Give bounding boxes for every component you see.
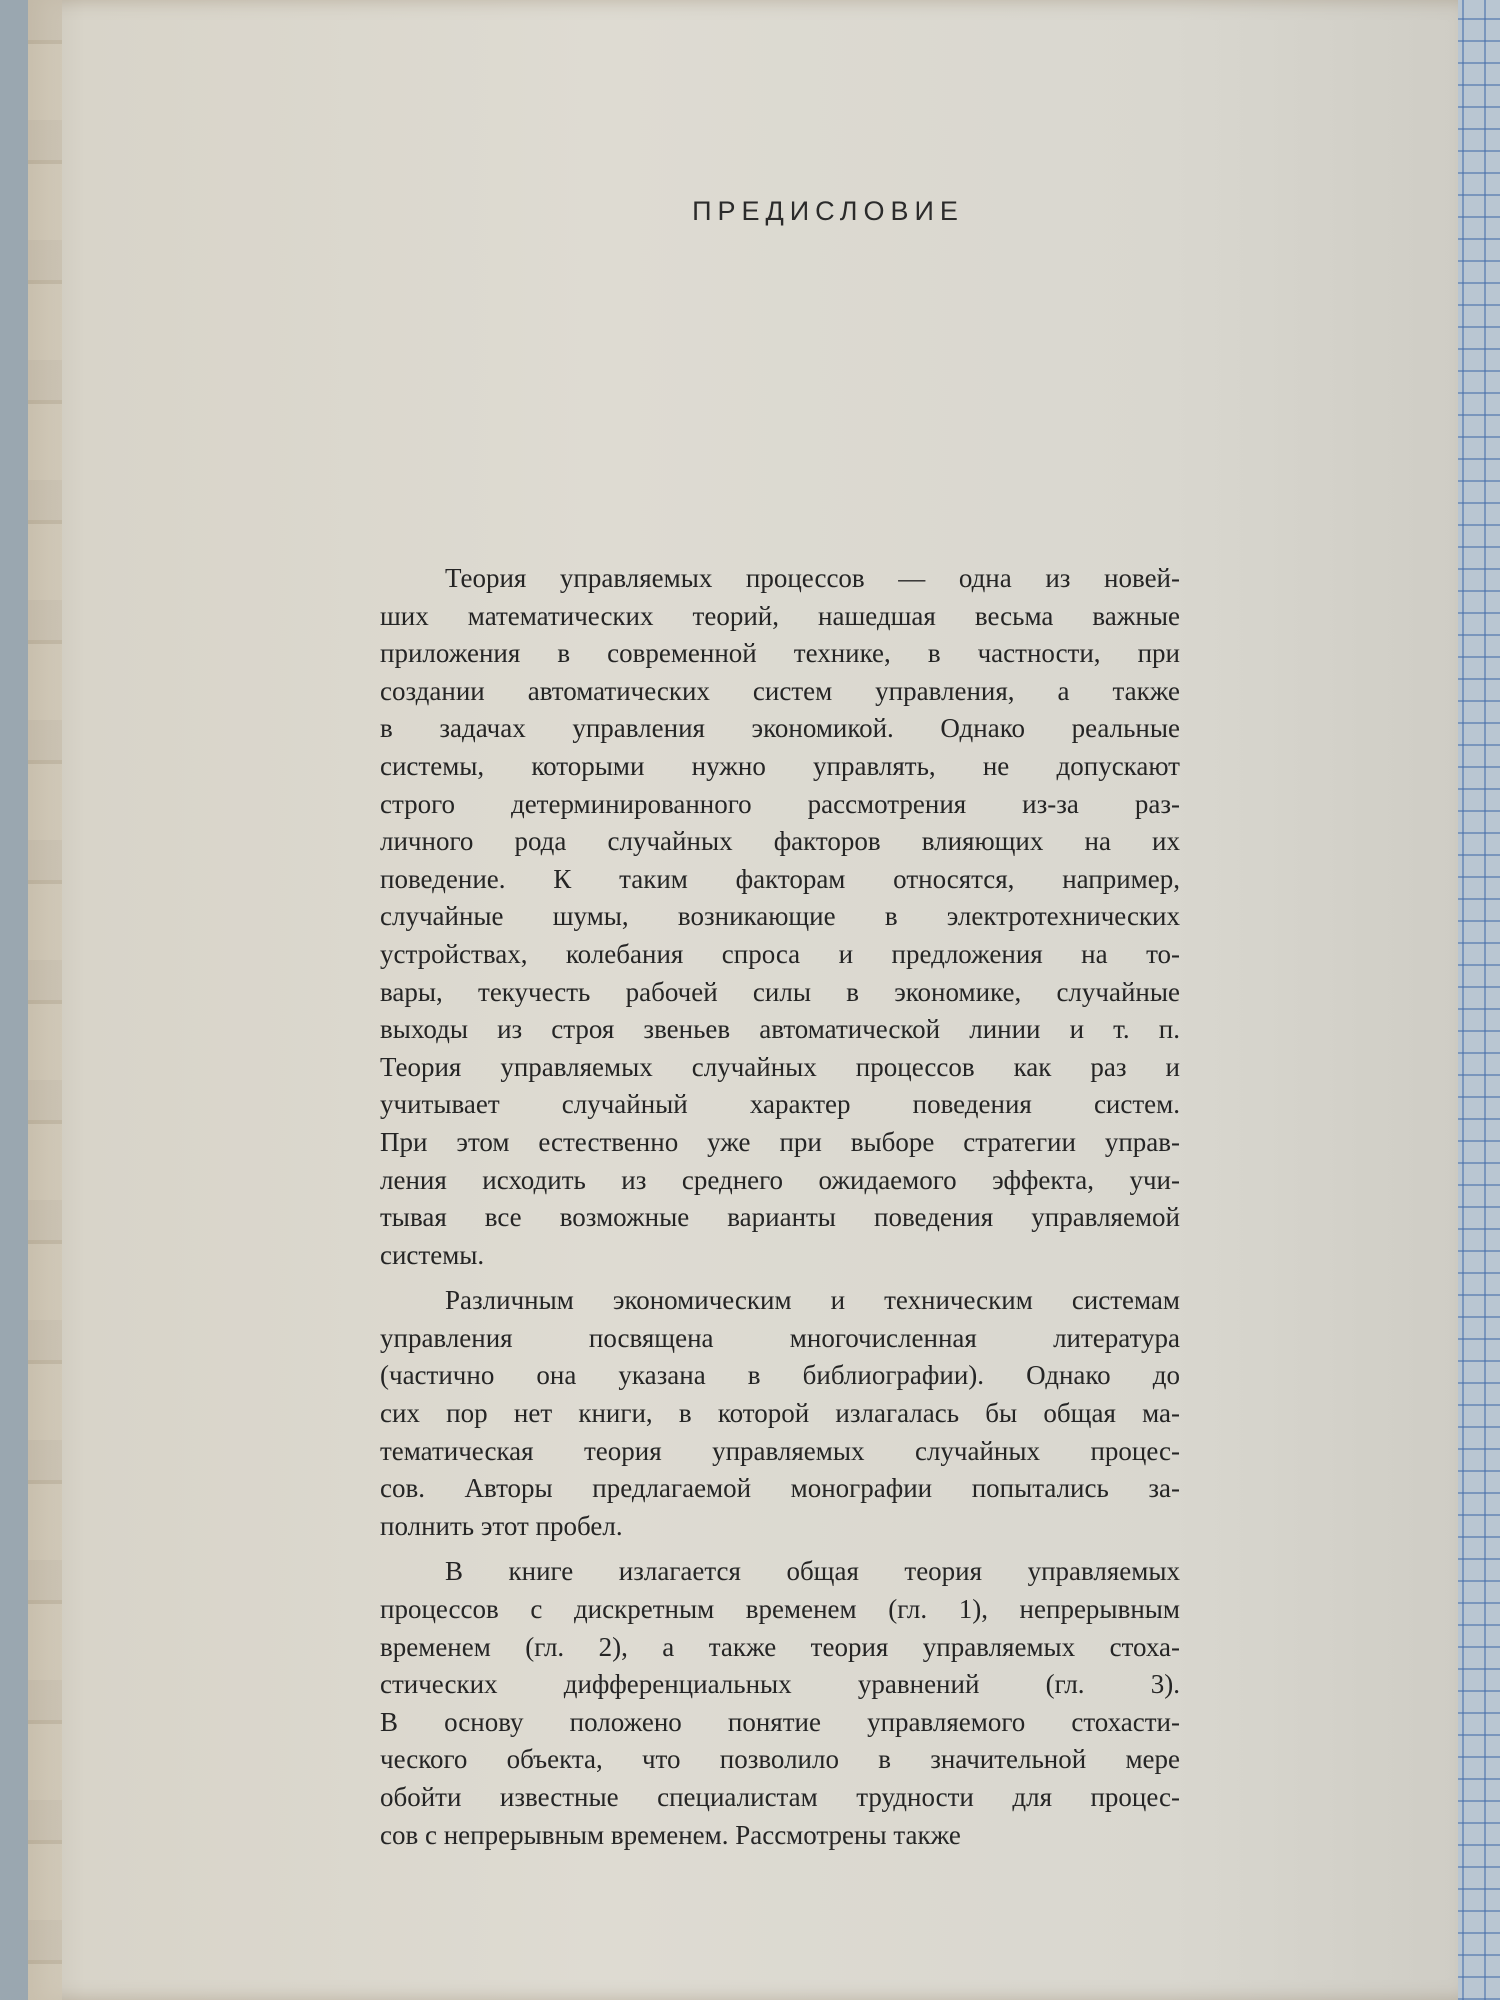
text-line: временем (гл. 2), а также теория управляемых стоха- <box>380 1631 1180 1662</box>
text-line: строго детерминированного рассмотрения из-за раз- <box>380 788 1180 819</box>
text-line: управления посвящена многочисленная литература <box>380 1322 1180 1353</box>
paragraph-gap <box>380 1545 1180 1553</box>
text-line: В книге излагается общая теория управляемых <box>445 1556 1180 1587</box>
text-line: полнить этот пробел. <box>380 1510 623 1541</box>
page-binding-edge <box>28 0 62 2000</box>
text-line: системы, которыми нужно управлять, не допускают <box>380 750 1180 781</box>
paragraph <box>380 560 1180 1274</box>
text-line: вары, текучесть рабочей силы в экономике, случайные <box>380 976 1180 1007</box>
text-line: ших математических теорий, нашедшая весьма важные <box>380 600 1180 631</box>
text-line: (частично она указана в библиографии). Однако до <box>380 1360 1180 1391</box>
book-page <box>28 0 1458 2000</box>
text-line: личного рода случайных факторов влияющих на их <box>380 826 1180 857</box>
paragraph <box>380 1282 1180 1545</box>
paragraph-gap <box>380 1274 1180 1282</box>
text-line: В основу положено понятие управляемого стохасти- <box>380 1706 1180 1737</box>
text-line: процессов с дискретным временем (гл. 1), непрерывным <box>380 1594 1180 1625</box>
text-line: При этом естественно уже при выборе стратегии управ- <box>380 1126 1180 1157</box>
text-line: приложения в современной технике, в частности, при <box>380 638 1180 669</box>
paragraph <box>380 1553 1180 1854</box>
text-line: ческого объекта, что позволило в значительной мере <box>380 1744 1180 1775</box>
text-line: Теория управляемых случайных процессов как раз и <box>380 1051 1180 1082</box>
text-line: тывая все возможные варианты поведения управляемой <box>380 1202 1180 1233</box>
text-line: случайные шумы, возникающие в электротехнических <box>380 901 1180 932</box>
text-line: ления исходить из среднего ожидаемого эффекта, учи- <box>380 1164 1180 1195</box>
text-line: Теория управляемых процессов — одна из новей- <box>445 563 1180 593</box>
text-line: стических дифференциальных уравнений (гл. 3). <box>380 1669 1180 1700</box>
text-line: тематическая теория управляемых случайных процес- <box>380 1435 1180 1466</box>
text-line: сов с непрерывным временем. Рассмотрены также <box>380 1819 961 1850</box>
page-title: ПРЕДИСЛОВИЕ <box>692 196 964 226</box>
text-line: выходы из строя звеньев автоматической линии и т. п. <box>380 1014 1180 1045</box>
text-line: учитывает случайный характер поведения систем. <box>380 1089 1180 1120</box>
preface-text <box>380 560 1180 1854</box>
text-line: сих пор нет книги, в которой излагалась бы общая ма- <box>380 1398 1180 1429</box>
text-line: обойти известные специалистам трудности для процес- <box>380 1782 1180 1812</box>
text-line: системы. <box>380 1239 485 1270</box>
text-line: устройствах, колебания спроса и предложения на то- <box>380 938 1180 969</box>
text-line: создании автоматических систем управления, а также <box>380 675 1180 706</box>
text-line: в задачах управления экономикой. Однако реальные <box>380 713 1180 744</box>
text-line: поведение. К таким факторам относятся, например, <box>380 863 1180 894</box>
text-line: Различным экономическим и техническим системам <box>445 1285 1180 1316</box>
text-line: сов. Авторы предлагаемой монографии попытались за- <box>380 1473 1180 1504</box>
